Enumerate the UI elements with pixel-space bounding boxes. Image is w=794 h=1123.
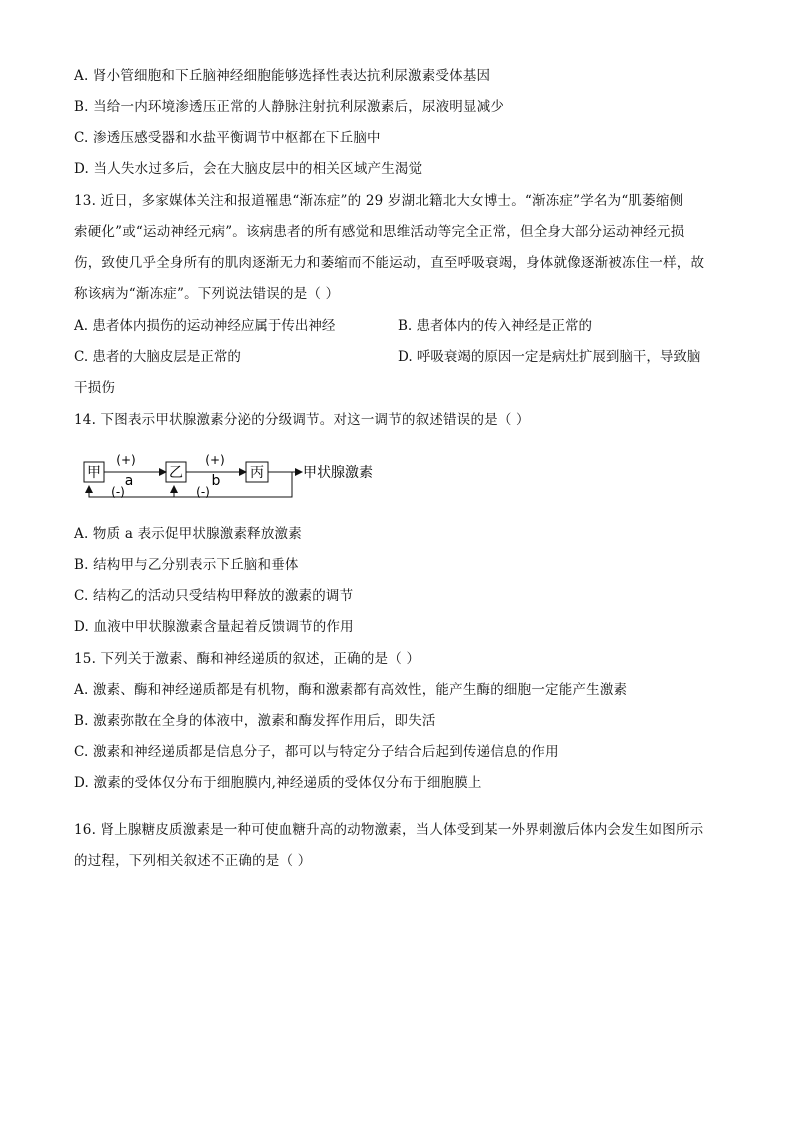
- q12-option-c: C. 渗透压感受器和水盐平衡调节中枢都在下丘脑中: [74, 130, 381, 146]
- minus-label-2: (-): [196, 485, 210, 499]
- thyroid-regulation-diagram: [82, 448, 402, 504]
- q16-stem-line-2: 的过程，下列相关叙述不正确的是（ ）: [74, 853, 312, 869]
- label-b: b: [211, 473, 221, 489]
- q13-stem-line-3: 伤，致使几乎全身所有的肌肉逐渐无力和萎缩而不能运动，直至呼吸衰竭，身体就像逐渐被冻住一样，故: [74, 255, 705, 271]
- label-a: a: [124, 473, 134, 489]
- plus-label-2: (+): [205, 453, 225, 467]
- q15-stem: 15. 下列关于激素、酶和神经递质的叙述，正确的是（ ）: [74, 651, 421, 667]
- q13-option-d-continued: 干损伤: [74, 380, 116, 396]
- q13-stem-line-1: 13. 近日，多家媒体关注和报道罹患“渐冻症”的 29 岁湖北籍北大女博士。“渐冻症”学名为“肌萎缩侧: [74, 193, 684, 209]
- q15-option-d: D. 激素的受体仅分布于细胞膜内,神经递质的受体仅分布于细胞膜上: [74, 775, 482, 791]
- minus-label-1: (-): [111, 485, 125, 499]
- q13-option-d: D. 呼吸衰竭的原因一定是病灶扩展到脑干，导致脑: [398, 349, 701, 365]
- q14-option-b: B. 结构甲与乙分别表示下丘脑和垂体: [74, 557, 299, 573]
- box-yi-label: 乙: [169, 465, 183, 481]
- plus-label-1: (+): [116, 453, 136, 467]
- q14-option-d: D. 血液中甲状腺激素含量起着反馈调节的作用: [74, 619, 354, 635]
- q14-stem: 14. 下图表示甲状腺激素分泌的分级调节。对这一调节的叙述错误的是（ ）: [74, 412, 530, 428]
- q12-option-d: D. 当人失水过多后，会在大脑皮层中的相关区域产生渴觉: [74, 161, 423, 177]
- q13-option-a: A. 患者体内损伤的运动神经应属于传出神经: [74, 318, 336, 334]
- q15-option-c: C. 激素和神经递质都是信息分子，都可以与特定分子结合后起到传递信息的作用: [74, 744, 559, 760]
- q13-stem-line-2: 索硬化”或“运动神经元病”。该病患者的所有感觉和思维活动等完全正常，但全身大部分运动神经元损: [74, 224, 685, 240]
- q15-option-a: A. 激素、酶和神经递质都是有机物，酶和激素都有高效性，能产生酶的细胞一定能产生激素: [74, 682, 628, 698]
- q13-option-b: B. 患者体内的传入神经是正常的: [398, 318, 593, 334]
- q15-option-b: B. 激素弥散在全身的体液中，激素和酶发挥作用后，即失活: [74, 713, 436, 729]
- q12-option-a: A. 肾小管细胞和下丘脑神经细胞能够选择性表达抗利尿激素受体基因: [74, 68, 491, 84]
- q13-stem-line-4: 称该病为“渐冻症”。下列说法错误的是（ ）: [74, 286, 340, 302]
- q12-option-b: B. 当给一内环境渗透压正常的人静脉注射抗利尿激素后，尿液明显减少: [74, 99, 505, 115]
- q14-option-c: C. 结构乙的活动只受结构甲释放的激素的调节: [74, 588, 354, 604]
- box-jia-label: 甲: [87, 465, 101, 481]
- q16-stem-line-1: 16. 肾上腺糖皮质激素是一种可使血糖升高的动物激素，当人体受到某一外界刺激后体内会发生如图所示: [74, 822, 704, 838]
- box-bing-label: 丙: [250, 465, 264, 481]
- q13-option-c: C. 患者的大脑皮层是正常的: [74, 349, 241, 365]
- thyroid-hormone-label: 甲状腺激素: [303, 465, 373, 481]
- q14-option-a: A. 物质 a 表示促甲状腺激素释放激素: [74, 526, 302, 542]
